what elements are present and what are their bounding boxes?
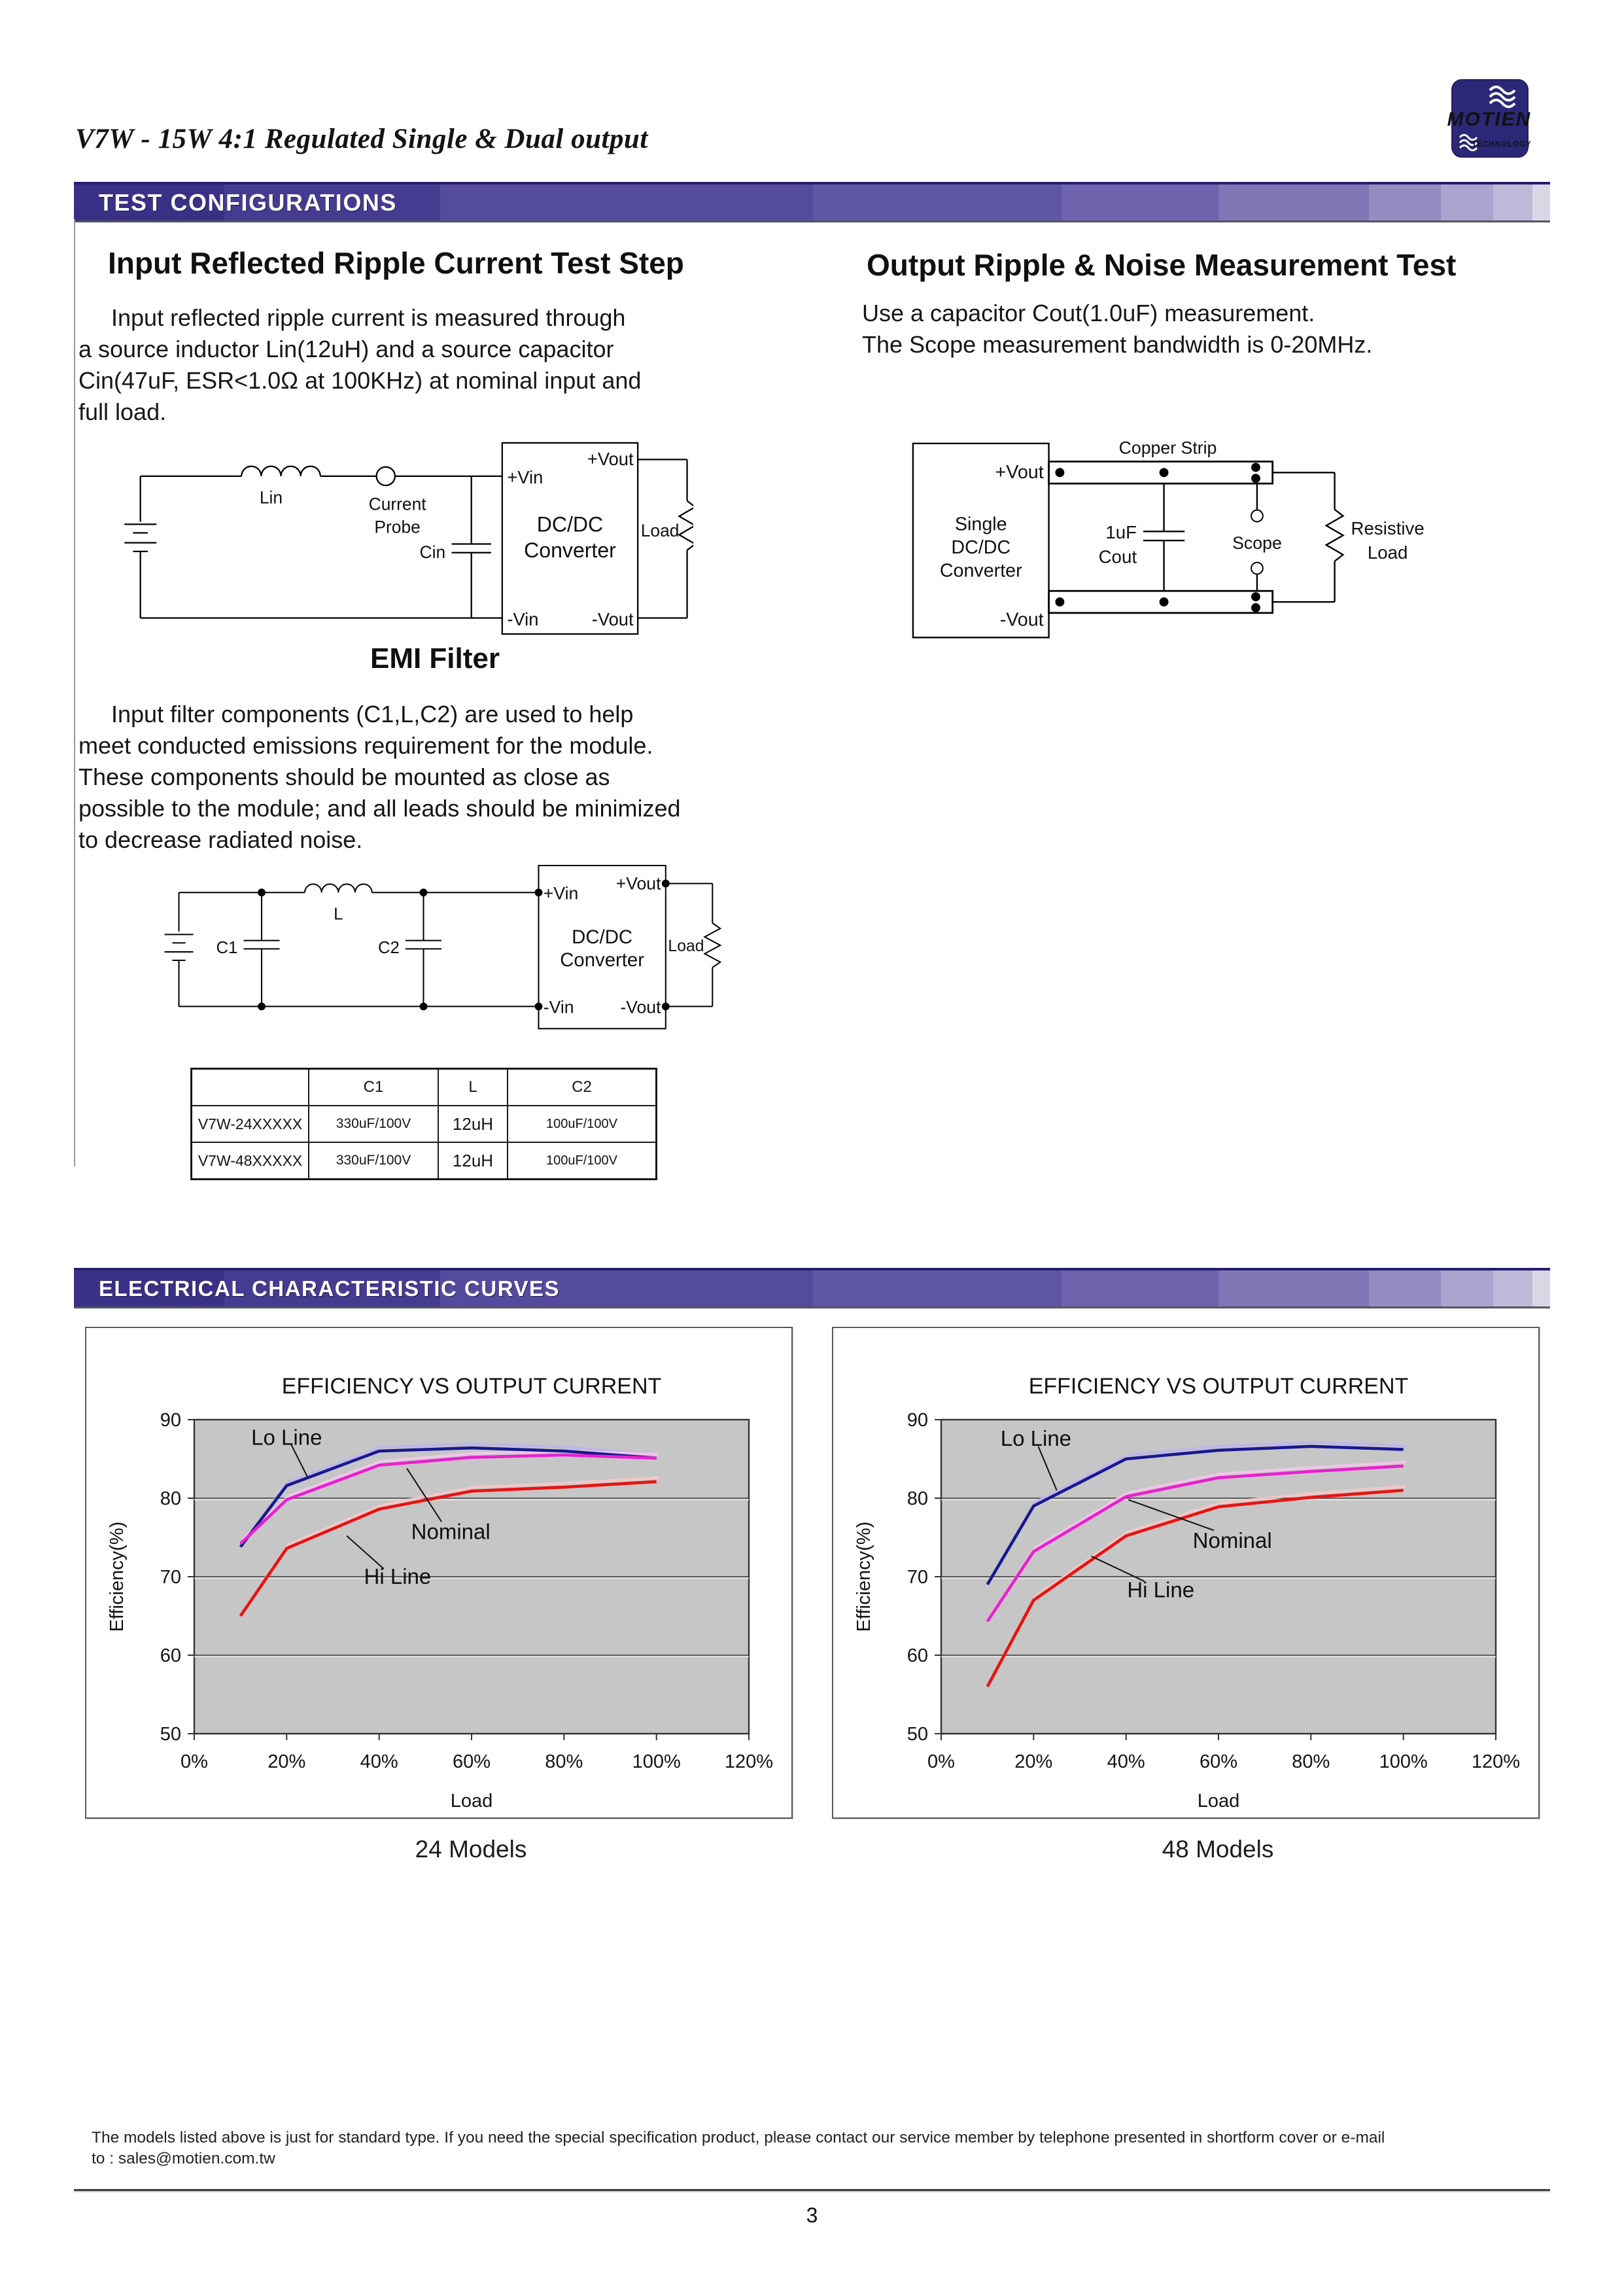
c1-label: C1: [216, 938, 238, 957]
footer-note-line2: to : sales@motien.com.tw: [92, 2150, 275, 2167]
y-tick-label: 50: [160, 1724, 181, 1745]
x-tick-label: 80%: [1292, 1751, 1330, 1772]
vout-plus-label: +Vout: [587, 448, 634, 469]
load-resistor-symbol: [704, 923, 720, 968]
x-tick-label: 60%: [452, 1751, 491, 1772]
header-l: L: [438, 1069, 508, 1106]
emi-filter-circuit-diagram: [154, 858, 729, 1034]
test-configurations-banner-label: TEST CONFIGURATIONS: [99, 189, 397, 216]
copper-strip-label: Copper Strip: [1118, 438, 1217, 458]
x-tick-label: 120%: [724, 1751, 774, 1772]
y-tick-label: 90: [907, 1410, 928, 1431]
load-resistor-symbol: [679, 501, 693, 550]
x-axis-title: Load: [450, 1791, 493, 1812]
emi-filter-paragraph: Input filter components (C1,L,C2) are used to help meet conducted emissions requirement for the module. These components should be mounted as close as possible to the module; and all leads should be minimized to decrease radiated noise.: [78, 701, 681, 853]
current-probe-label-2: Probe: [374, 517, 421, 537]
logo-tagline: TECHNOLOGY: [1472, 141, 1532, 149]
footer-note-line1: The models listed above is just for standard type. If you need the special specification product, please contact our service member by telephone presented in shortform cover or e-mail: [92, 2129, 1385, 2146]
vin-minus-label: -Vin: [507, 608, 539, 629]
efficiency-chart-svg: [86, 1328, 791, 1817]
annotation-label: Nominal: [411, 1519, 491, 1544]
y-axis-title: Efficiency(%): [107, 1521, 128, 1632]
output-ripple-heading: Output Ripple & Noise Measurement Test: [867, 248, 1457, 282]
page-title: V7W - 15W 4:1 Regulated Single & Dual output: [75, 124, 648, 154]
x-tick-label: 40%: [360, 1751, 398, 1772]
converter-label: Converter: [939, 560, 1022, 582]
c2-cell: 100uF/100V: [508, 1106, 657, 1142]
cout-value-label: 1uF: [1105, 522, 1137, 543]
l-label: L: [334, 905, 343, 924]
y-tick-label: 70: [907, 1567, 928, 1588]
battery-symbol: [124, 476, 156, 618]
load-label: Load: [668, 937, 704, 956]
current-probe-symbol: [377, 467, 395, 485]
electrical-curves-banner-label: ELECTRICAL CHARACTERISTIC CURVES: [99, 1276, 560, 1301]
annotation-label: Lo Line: [1000, 1426, 1072, 1450]
footer-rule: [74, 2189, 1550, 2192]
y-tick-label: 70: [160, 1567, 181, 1588]
y-tick-label: 80: [160, 1488, 181, 1509]
input-ripple-heading: Input Reflected Ripple Current Test Step: [108, 246, 684, 280]
scope-label: Scope: [1232, 533, 1282, 553]
x-tick-label: 0%: [181, 1751, 208, 1772]
resistive-load-label: Load: [1367, 542, 1408, 563]
emi-filter-circuit-svg: [154, 858, 729, 1034]
vin-plus-label: +Vin: [543, 883, 579, 903]
c2-label: C2: [378, 938, 400, 957]
vout-minus-label: -Vout: [999, 609, 1044, 631]
chart-caption-48: 48 Models: [1162, 1836, 1274, 1863]
input-ripple-circuit-svg: [105, 432, 693, 644]
single-label: Single: [954, 514, 1007, 535]
annotation-label: Hi Line: [364, 1564, 432, 1588]
vout-plus-label: +Vout: [615, 873, 661, 894]
l-cell: 12uH: [438, 1142, 508, 1180]
x-axis-title: Load: [1197, 1791, 1240, 1812]
c1-cell: 330uF/100V: [309, 1106, 438, 1142]
c2-capacitor-symbol: [406, 892, 441, 1006]
efficiency-chart-48-models: [832, 1327, 1540, 1819]
x-tick-label: 20%: [1014, 1751, 1053, 1772]
scope-probe-top: [1251, 510, 1263, 522]
x-tick-label: 80%: [545, 1751, 583, 1772]
vin-plus-label: +Vin: [507, 467, 544, 488]
x-tick-label: 0%: [927, 1751, 955, 1772]
vout-plus-label: +Vout: [995, 462, 1044, 483]
x-tick-label: 60%: [1199, 1751, 1238, 1772]
chart-title: EFFICIENCY VS OUTPUT CURRENT: [281, 1374, 662, 1399]
model-cell: V7W-24XXXXX: [192, 1106, 309, 1142]
annotation-label: Hi Line: [1127, 1577, 1195, 1602]
header-c1: C1: [309, 1069, 438, 1106]
chart-caption-24: 24 Models: [415, 1836, 527, 1863]
x-tick-label: 120%: [1471, 1751, 1521, 1772]
dcdc-label: DC/DC: [536, 512, 604, 536]
y-tick-label: 60: [160, 1645, 181, 1666]
efficiency-chart-24-models: [85, 1327, 793, 1819]
c2-cell: 100uF/100V: [508, 1142, 657, 1180]
dcdc-label: DC/DC: [572, 926, 633, 949]
motien-logo: [1443, 79, 1536, 160]
resistive-label: Resistive: [1351, 518, 1425, 539]
table-row: [192, 1106, 657, 1142]
vout-minus-label: -Vout: [620, 997, 661, 1017]
x-tick-label: 100%: [632, 1751, 681, 1772]
cout-capacitor-symbol: [1143, 483, 1184, 591]
converter-label: Converter: [560, 949, 645, 971]
y-tick-label: 60: [907, 1645, 928, 1666]
cout-name-label: Cout: [1098, 546, 1137, 567]
y-tick-label: 80: [907, 1488, 928, 1509]
converter-label: Converter: [524, 538, 616, 563]
output-ripple-paragraph: Use a capacitor Cout(1.0uF) measurement. The Scope measurement bandwidth is 0-20MHz.: [862, 300, 1373, 358]
emi-component-table: [190, 1068, 657, 1180]
x-tick-label: 20%: [268, 1751, 306, 1772]
lin-label: Lin: [259, 487, 283, 508]
section-left-rule: [74, 219, 75, 1166]
table-header-row: [192, 1069, 657, 1106]
load-label: Load: [640, 521, 680, 541]
efficiency-chart-svg: [833, 1328, 1538, 1817]
annotation-label: Lo Line: [251, 1425, 322, 1450]
scope-probe-bottom: [1251, 563, 1263, 574]
resistive-load-symbol: [1326, 510, 1343, 561]
x-tick-label: 100%: [1379, 1751, 1428, 1772]
c1-cell: 330uF/100V: [309, 1142, 438, 1180]
y-axis-title: Efficiency(%): [854, 1521, 874, 1632]
cin-capacitor-symbol: [452, 476, 491, 618]
electrical-curves-banner: [74, 1268, 1550, 1308]
input-ripple-paragraph: Input reflected ripple current is measured through a source inductor Lin(12uH) and a source capacitor Cin(47uF, ESR<1.0Ω at 100KHz) at nominal input and full load.: [78, 304, 642, 425]
input-ripple-circuit-diagram: [105, 432, 693, 644]
output-noise-circuit-diagram: [909, 433, 1485, 645]
header-c2: C2: [508, 1069, 657, 1106]
y-tick-label: 90: [160, 1410, 181, 1431]
emi-filter-heading: EMI Filter: [370, 642, 500, 674]
vout-minus-label: -Vout: [591, 608, 634, 629]
connection-dots: [1055, 463, 1260, 612]
test-configurations-banner: [74, 182, 1550, 222]
page-number: 3: [806, 2203, 818, 2227]
battery-symbol: [164, 892, 193, 1006]
chart-title: EFFICIENCY VS OUTPUT CURRENT: [1028, 1374, 1409, 1399]
logo-wordmark: MOTIEN: [1447, 109, 1532, 130]
annotation-label: Nominal: [1192, 1528, 1272, 1552]
header-model: [192, 1069, 309, 1106]
l-cell: 12uH: [438, 1106, 508, 1142]
table-row: [192, 1142, 657, 1180]
c1-capacitor-symbol: [243, 892, 279, 1006]
x-tick-label: 40%: [1107, 1751, 1145, 1772]
motien-logo-graphic: [1443, 79, 1536, 160]
model-cell: V7W-48XXXXX: [192, 1142, 309, 1180]
dcdc-label: DC/DC: [951, 536, 1011, 558]
vin-minus-label: -Vin: [543, 997, 574, 1017]
current-probe-label-1: Current: [368, 494, 426, 514]
y-tick-label: 50: [907, 1724, 928, 1745]
cin-label: Cin: [419, 542, 446, 563]
output-noise-circuit-svg: [909, 433, 1485, 648]
